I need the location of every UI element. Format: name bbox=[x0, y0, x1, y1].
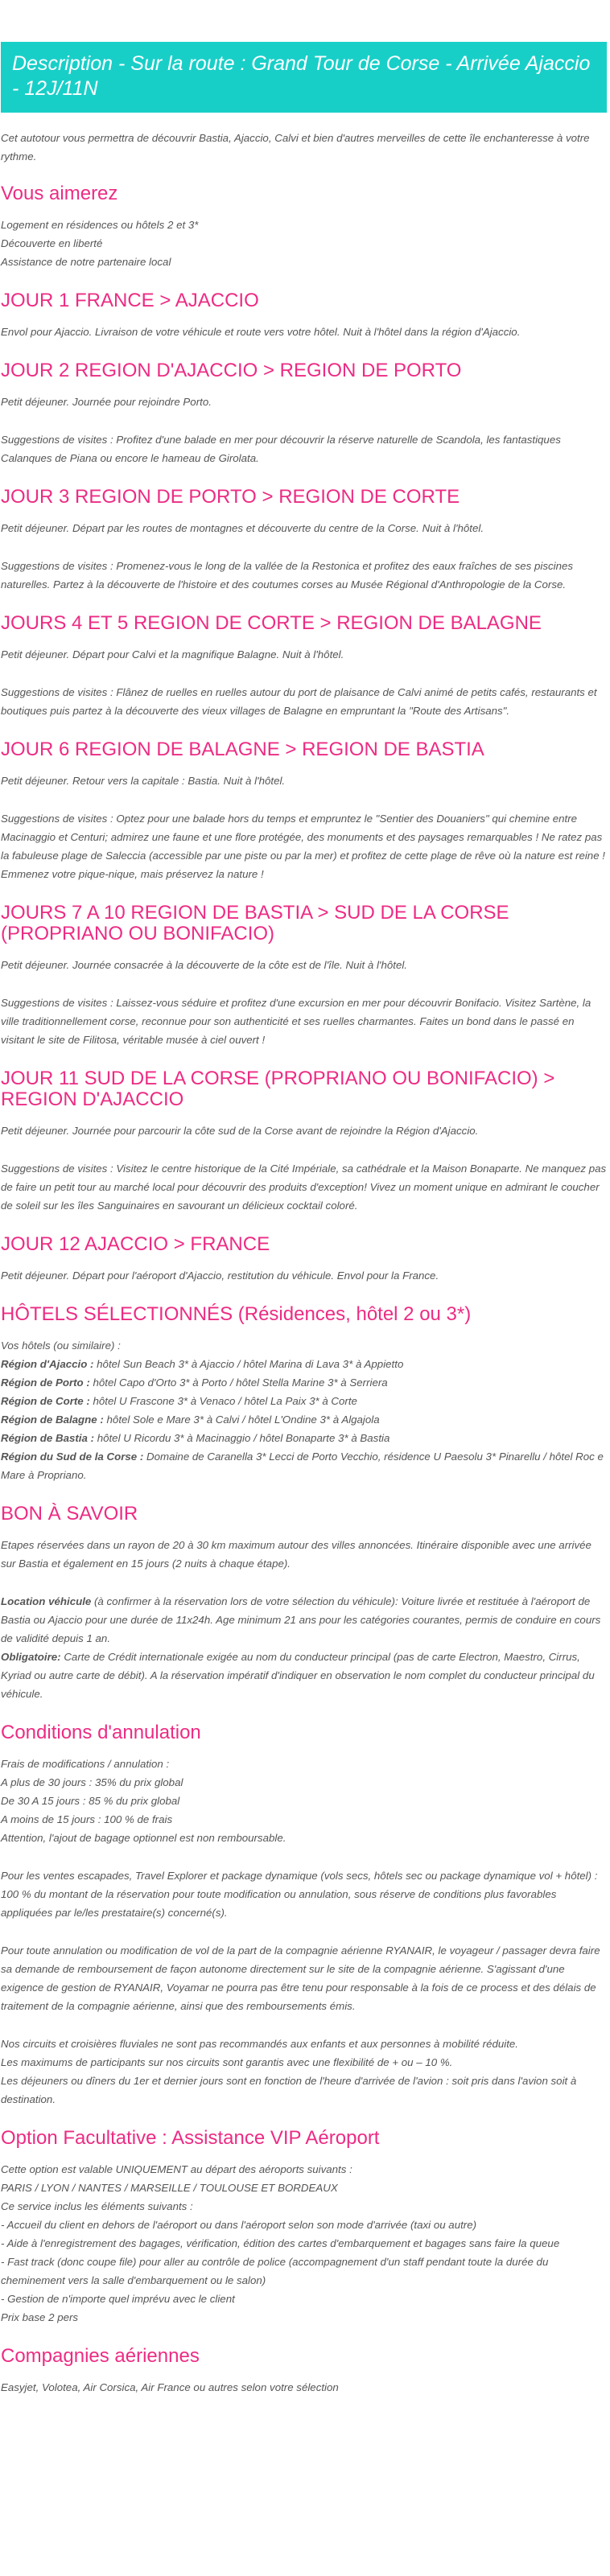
day-7-10-suggestions: Suggestions de visites : Laissez-vous séduire et profitez d'une excursion en mer pour découvrir Bonifacio. Visitez Sartène, la ville traditionnellement corse, reconnue pour son authenticité et ses ruelles charmantes. Faites un bond dans le passé en visitant le site de Filitosa, véritable musée à ciel ouvert ! bbox=[1, 997, 591, 1046]
hotel-row bbox=[1, 1392, 607, 1410]
day-4-5-title: JOURS 4 ET 5 REGION DE CORTE > REGION DE BALAGNE bbox=[1, 612, 542, 634]
day-3-text: Petit déjeuner. Départ par les routes de montagnes et découverte du centre de la Corse. Nuit à l'hôtel. bbox=[1, 522, 484, 534]
vip-line: Prix base 2 pers bbox=[1, 2311, 79, 2323]
day-6-title: JOUR 6 REGION DE BALAGNE > REGION DE BASTIA bbox=[1, 739, 484, 760]
love-item: Assistance de notre partenaire local bbox=[1, 256, 171, 268]
day-2-title: JOUR 2 REGION D'AJACCIO > REGION DE PORTO bbox=[1, 360, 462, 381]
hotel-region-text: hôtel U Ricordu 3* à Macinaggio / hôtel Bonaparte 3* à Bastia bbox=[94, 1432, 390, 1444]
day-4-5-section bbox=[1, 613, 607, 720]
love-section bbox=[1, 183, 607, 271]
day-6-text: Petit déjeuner. Retour vers la capitale : Bastia. Nuit à l'hôtel. bbox=[1, 775, 286, 787]
vip-line: Ce service inclus les éléments suivants : bbox=[1, 2200, 193, 2212]
day-2-text: Petit déjeuner. Journée pour rejoindre Porto. bbox=[1, 396, 212, 408]
mandatory-text bbox=[1, 1648, 607, 1703]
hotel-region-label: Région de Corte : bbox=[1, 1395, 90, 1407]
airlines-text: Easyjet, Volotea, Air Corsica, Air France ou autres selon votre sélection bbox=[1, 2381, 339, 2393]
hotel-row bbox=[1, 1410, 607, 1429]
day-3-suggestions: Suggestions de visites : Promenez-vous le long de la vallée de la Restonica et profitez des eaux fraîches de ses piscines naturelles. Partez à la découverte de l'histoire et des coutumes corses au Musée Régional d'Anthropologie de la Corse. bbox=[1, 560, 574, 591]
hotel-region-text: hôtel Sole e Mare 3* à Calvi / hôtel L'Ondine 3* à Algajola bbox=[103, 1414, 380, 1426]
day-3-section bbox=[1, 487, 607, 594]
day-6-suggestions: Suggestions de visites : Optez pour une balade hors du temps et empruntez le "Sentier des Douaniers" qui chemine entre Macinaggio et Centuri; admirez une faune et une flore protégée, des monuments et des paysages remarquables ! Ne ratez pas la fabuleuse plage de Saleccia (accessible par une piste ou par la mer) et profitez de cette plage de rêve où la nature est reine ! Emmenez votre pique-nique, mais préservez la nature ! bbox=[1, 813, 605, 880]
good-to-know-section bbox=[1, 1504, 607, 1703]
good-to-know-text: Etapes réservées dans un rayon de 20 à 30 km maximum autour des villes annoncées. Itinéraire disponible avec une arrivée sur Bastia et également en 15 jours (2 nuits à chaque étape). bbox=[1, 1539, 591, 1570]
vehicle-rental-text bbox=[1, 1592, 607, 1648]
day-11-title: JOUR 11 SUD DE LA CORSE (PROPRIANO OU BONIFACIO) > REGION D'AJACCIO bbox=[1, 1068, 555, 1110]
good-to-know-title: BON À SAVOIR bbox=[1, 1503, 138, 1525]
hotel-region-text: hôtel Capo d'Orto 3* à Porto / hôtel Stella Marine 3* à Serriera bbox=[89, 1376, 388, 1389]
day-7-10-section bbox=[1, 903, 607, 1049]
vehicle-rental-details: (à confirmer à la réservation lors de votre sélection du véhicule): Voiture livrée et restituée à l'aéroport de Bastia ou Ajaccio pour une durée de 11x24h. Age minimum 21 ans pour les catégories courantes, permis de conduire en cours de validité depuis 1 an. bbox=[1, 1595, 601, 1644]
page bbox=[0, 42, 610, 2397]
cancellation-line: A plus de 30 jours : 35% du prix global bbox=[1, 1776, 183, 1788]
hotel-region-label: Région de Bastia : bbox=[1, 1432, 94, 1444]
day-6-section bbox=[1, 739, 607, 883]
hotel-row bbox=[1, 1447, 607, 1484]
circuits-note: Nos circuits et croisières fluviales ne sont pas recommandés aux enfants et aux personnes à mobilité réduite. bbox=[1, 2038, 519, 2050]
day-12-section bbox=[1, 1234, 607, 1285]
mandatory-label: Obligatoire: bbox=[1, 1651, 61, 1663]
hotels-intro: Vos hôtels (ou similaire) : bbox=[1, 1339, 121, 1352]
mandatory-details: Carte de Crédit internationale exigée au nom du conducteur principal (pas de carte Electron, Maestro, Cirrus, Kyriad ou autre carte de débit). A la réservation impératif d'indiquer en observation le nom complet du conducteur principal du véhicule. bbox=[1, 1651, 595, 1700]
day-12-text: Petit déjeuner. Départ pour l'aéroport d'Ajaccio, restitution du véhicule. Envol pour la France. bbox=[1, 1269, 439, 1282]
day-2-suggestions: Suggestions de visites : Profitez d'une balade en mer pour découvrir la réserve naturelle de Scandola, les fantastiques Calanques de Piana ou encore le hameau de Girolata. bbox=[1, 434, 561, 464]
hotel-region-label: Région du Sud de la Corse : bbox=[1, 1451, 144, 1463]
love-item: Découverte en liberté bbox=[1, 237, 103, 249]
love-title: Vous aimerez bbox=[1, 183, 118, 204]
day-12-title: JOUR 12 AJACCIO > FRANCE bbox=[1, 1233, 270, 1255]
day-1-section bbox=[1, 290, 607, 341]
day-11-section bbox=[1, 1068, 607, 1215]
vip-line: - Aide à l'enregistrement des bagages, vérification, édition des cartes d'embarquement et bagages sans faire la queue bbox=[1, 2237, 560, 2249]
day-11-suggestions: Suggestions de visites : Visitez le centre historique de la Cité Impériale, sa cathédrale et la Maison Bonaparte. Ne manquez pas de faire un petit tour au marché local pour découvrir des produits d'exception! Vivez un moment unique en admirant le coucher de soleil sur les îles Sanguinaires en savourant un délicieux cocktail coloré. bbox=[1, 1162, 607, 1212]
day-3-title: JOUR 3 REGION DE PORTO > REGION DE CORTE bbox=[1, 486, 460, 508]
ryanair-text: Pour toute annulation ou modification de vol de la part de la compagnie aérienne RYANAIR, le voyageur / passager devra faire sa demande de remboursement de façon autonome directement sur le site de la compagnie aérienne. S'agissant d'une exigence de gestion de RYANAIR, Voyamar ne pourra pas être tenu pour responsable à la fois de ce process et des délais de traitement de la compagnie aérienne, ainsi que des remboursements émis. bbox=[1, 1944, 600, 2012]
hotel-region-label: Région de Porto : bbox=[1, 1376, 90, 1389]
day-1-title: JOUR 1 FRANCE > AJACCIO bbox=[1, 290, 259, 311]
hotel-row bbox=[1, 1355, 607, 1373]
day-7-10-title: JOURS 7 A 10 REGION DE BASTIA > SUD DE LA CORSE (PROPRIANO OU BONIFACIO) bbox=[1, 902, 509, 944]
hotel-region-text: Domaine de Caranella 3* Lecci de Porto Vecchio, résidence U Paesolu 3* Pinarellu / hôtel Roc e Mare à Propriano. bbox=[1, 1451, 604, 1481]
day-4-5-suggestions: Suggestions de visites : Flânez de ruelles en ruelles autour du port de plaisance de Calvi animé de petits cafés, restaurants et boutiques puis partez à la découverte des vieux villages de Balagne en empruntant la "Route des Artisans". bbox=[1, 686, 597, 717]
cancellation-title: Conditions d'annulation bbox=[1, 1722, 201, 1743]
hotel-region-text: hôtel Sun Beach 3* à Ajaccio / hôtel Marina di Lava 3* à Appietto bbox=[93, 1358, 404, 1370]
vip-line: Cette option est valable UNIQUEMENT au départ des aéroports suivants : bbox=[1, 2163, 352, 2175]
hotels-title: HÔTELS SÉLECTIONNÉS (Résidences, hôtel 2 ou 3*) bbox=[1, 1303, 472, 1325]
airlines-section bbox=[1, 2346, 607, 2397]
vip-line: PARIS / LYON / NANTES / MARSEILLE / TOULOUSE ET BORDEAUX bbox=[1, 2182, 338, 2194]
vip-title: Option Facultative : Assistance VIP Aéroport bbox=[1, 2127, 380, 2149]
circuits-note: Les déjeuners ou dîners du 1er et dernier jours sont en fonction de l'heure d'arrivée de l'avion : soit pris dans l'avion soit à destination. bbox=[1, 2075, 577, 2105]
banner-title: Description - Sur la route : Grand Tour de Corse - Arrivée Ajaccio - 12J/11N bbox=[12, 52, 591, 100]
cancellation-line: A moins de 15 jours : 100 % de frais bbox=[1, 1813, 173, 1825]
day-7-10-text: Petit déjeuner. Journée consacrée à la découverte de la côte est de l'île. Nuit à l'hôtel. bbox=[1, 959, 408, 971]
dynamic-package-text: Pour les ventes escapades, Travel Explorer et package dynamique (vols secs, hôtels sec ou package dynamique vol + hôtel) : 100 % du montant de la réservation pour toute modification ou annulation, sous réserve de conditions plus favorables appliquées par le/les prestataire(s) concerné(s). bbox=[1, 1870, 598, 1919]
intro-text: Cet autotour vous permettra de découvrir Bastia, Ajaccio, Calvi et bien d'autres merveilles de cette île enchanteresse à votre rythme. bbox=[1, 132, 590, 163]
description-banner bbox=[1, 42, 607, 113]
hotel-region-label: Région de Balagne : bbox=[1, 1414, 104, 1426]
circuits-note: Les maximums de participants sur nos circuits sont garantis avec une flexibilité de + ou – 10 %. bbox=[1, 2056, 453, 2068]
cancellation-line: Frais de modifications / annulation : bbox=[1, 1758, 170, 1770]
day-1-text: Envol pour Ajaccio. Livraison de votre véhicule et route vers votre hôtel. Nuit à l'hôtel dans la région d'Ajaccio. bbox=[1, 326, 521, 338]
cancellation-line: Attention, l'ajout de bagage optionnel est non remboursable. bbox=[1, 1832, 286, 1844]
hotel-row bbox=[1, 1429, 607, 1447]
hotel-region-label: Région d'Ajaccio : bbox=[1, 1358, 94, 1370]
cancellation-line: De 30 A 15 jours : 85 % du prix global bbox=[1, 1795, 180, 1807]
love-item: Logement en résidences ou hôtels 2 et 3* bbox=[1, 219, 199, 231]
airlines-title: Compagnies aériennes bbox=[1, 2345, 200, 2367]
hotels-section bbox=[1, 1304, 607, 1484]
day-2-section bbox=[1, 360, 607, 467]
hotel-row bbox=[1, 1373, 607, 1392]
day-11-text: Petit déjeuner. Journée pour parcourir la côte sud de la Corse avant de rejoindre la Région d'Ajaccio. bbox=[1, 1125, 479, 1137]
vip-section bbox=[1, 2128, 607, 2327]
vehicle-rental-label: Location véhicule bbox=[1, 1595, 92, 1607]
vip-line: - Accueil du client en dehors de l'aéroport ou dans l'aéroport selon son mode d'arrivée (taxi ou autre) bbox=[1, 2219, 477, 2231]
vip-line: - Gestion de n'importe quel imprévu avec le client bbox=[1, 2293, 235, 2305]
hotel-region-text: hôtel U Frascone 3* à Venaco / hôtel La Paix 3* à Corte bbox=[89, 1395, 357, 1407]
day-4-5-text: Petit déjeuner. Départ pour Calvi et la magnifique Balagne. Nuit à l'hôtel. bbox=[1, 648, 344, 660]
vip-line: - Fast track (donc coupe file) pour aller au contrôle de police (accompagnement d'un staff pendant toute la durée du cheminement vers la salle d'embarquement ou le salon) bbox=[1, 2256, 549, 2286]
cancellation-section bbox=[1, 1722, 607, 2109]
